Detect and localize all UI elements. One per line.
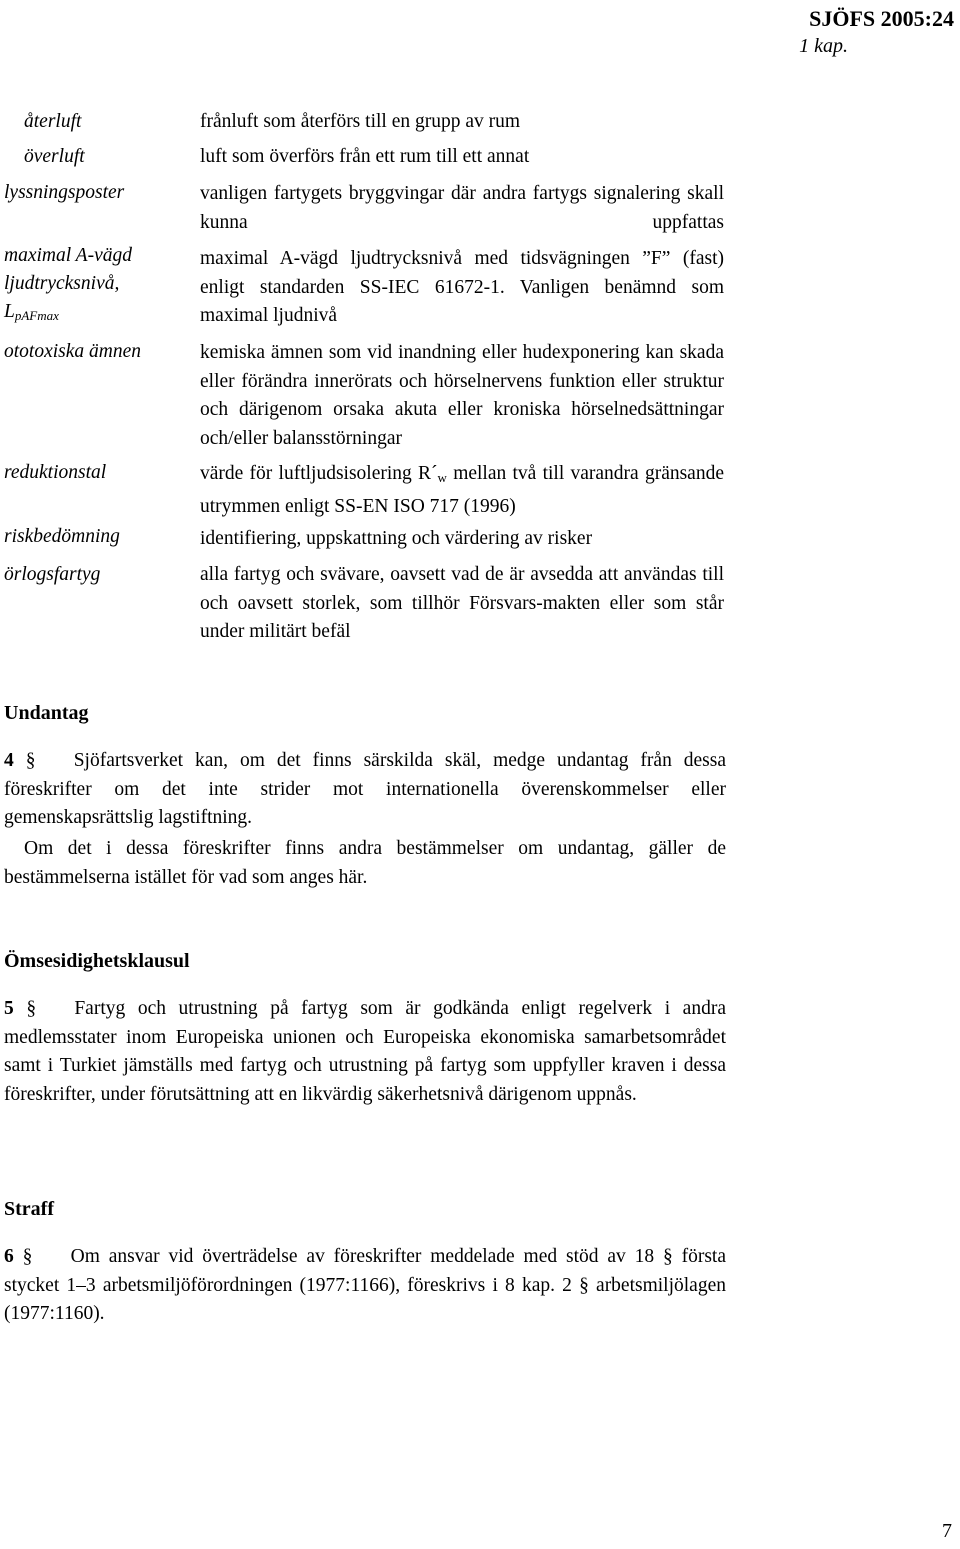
section-paragraph: Om det i dessa föreskrifter finns andra bestämmelser om undantag, gäller de bestämmelserna istället för vad som anges här.	[4, 838, 726, 888]
section-heading: Straff	[4, 1198, 54, 1220]
definition-text: alla fartyg och svävare, oavsett vad de är avsedda att användas till och oavsett storlek, som tillhör Försvars-makten eller som står under militärt befäl	[200, 564, 724, 642]
section-symbol: §	[26, 998, 37, 1019]
section-text: Fartyg och utrustning på fartyg som är godkända enligt regelverk i andra medlemsstater inom Europeiska unionen och Europeiska ekonomiska samarbetsområdet samt i Turkiet jämställs med fartyg och utrustning på fartyg som uppfyller kraven i dessa föreskrifter, under förutsättning att en likvärdig säkerhetsnivå därigenom uppnås.	[4, 998, 726, 1105]
definition-term	[4, 242, 180, 330]
section-paragraph	[4, 1243, 726, 1329]
section-number: 5	[4, 998, 14, 1019]
term-symbol	[4, 298, 180, 330]
definition-term: överluft	[24, 146, 85, 167]
definition-text: frånluft som återförs till en grupp av rum	[200, 111, 521, 132]
definition-term: örlogsfartyg	[4, 564, 101, 585]
section-heading: Ömsesidighetsklausul	[4, 950, 190, 972]
section-paragraph	[4, 747, 726, 833]
definition-text: vanligen fartygets bryggvingar där andra fartygs signalering skall kunna uppfattas	[200, 183, 724, 233]
definition-text: maximal A-vägd ljudtrycksnivå med tidsvägningen ”F” (fast) enligt standarden SS-IEC 61672-1. Vanligen benämnd som maximal ljudnivå	[200, 248, 724, 326]
term-line: ljudtrycksnivå,	[4, 273, 120, 294]
definition-term: riskbedömning	[4, 526, 120, 547]
document-id: SJÖFS 2005:24	[809, 6, 954, 31]
section-symbol: §	[25, 750, 36, 771]
chapter-label: 1 kap.	[799, 35, 848, 57]
section-symbol: §	[22, 1246, 33, 1267]
symbol-subscript: pAFmax	[14, 308, 59, 323]
section-text: Om ansvar vid överträdelse av föreskrifter meddelade med stöd av 18 § första stycket 1–3 arbetsmiljöförordningen (1977:1166), föreskrivs i 8 kap. 2 § arbetsmiljölagen (1977:1160).	[4, 1246, 727, 1324]
section-text: Sjöfartsverket kan, om det finns särskilda skäl, medge undantag från dessa föreskrifter om det inte strider mot internationella överenskommelser eller gemenskapsrättslig lagstiftning.	[4, 750, 727, 828]
definition-text	[200, 460, 724, 521]
section-number: 6	[4, 1246, 14, 1267]
definition-text: kemiska ämnen som vid inandning eller hudexponering kan skada eller förändra innerörats och hörselnervens funktion eller struktur och därigenom orsaka akuta eller kroniska hörselnedsättningar och/eller balansstörningar	[200, 342, 724, 449]
page-number: 7	[942, 1520, 952, 1542]
definition-term: ototoxiska ämnen	[4, 341, 142, 362]
text-part: värde för luftljudsisolering R´	[200, 463, 438, 484]
subscript: w	[437, 470, 447, 485]
section-paragraph	[4, 995, 726, 1109]
definition-term: återluft	[24, 111, 82, 132]
term-line: maximal A-vägd	[4, 245, 132, 266]
definition-text: identifiering, uppskattning och värdering av risker	[200, 528, 593, 549]
definition-term: reduktionstal	[4, 462, 107, 483]
text-part: mellan två till varandra gränsande utrymmen enligt SS-EN ISO 717 (1996)	[200, 463, 724, 517]
section-heading: Undantag	[4, 702, 89, 724]
symbol-main: L	[4, 301, 15, 322]
section-number: 4	[4, 750, 14, 771]
definition-term: lyssningsposter	[4, 182, 125, 203]
definition-text: luft som överförs från ett rum till ett annat	[200, 146, 530, 167]
